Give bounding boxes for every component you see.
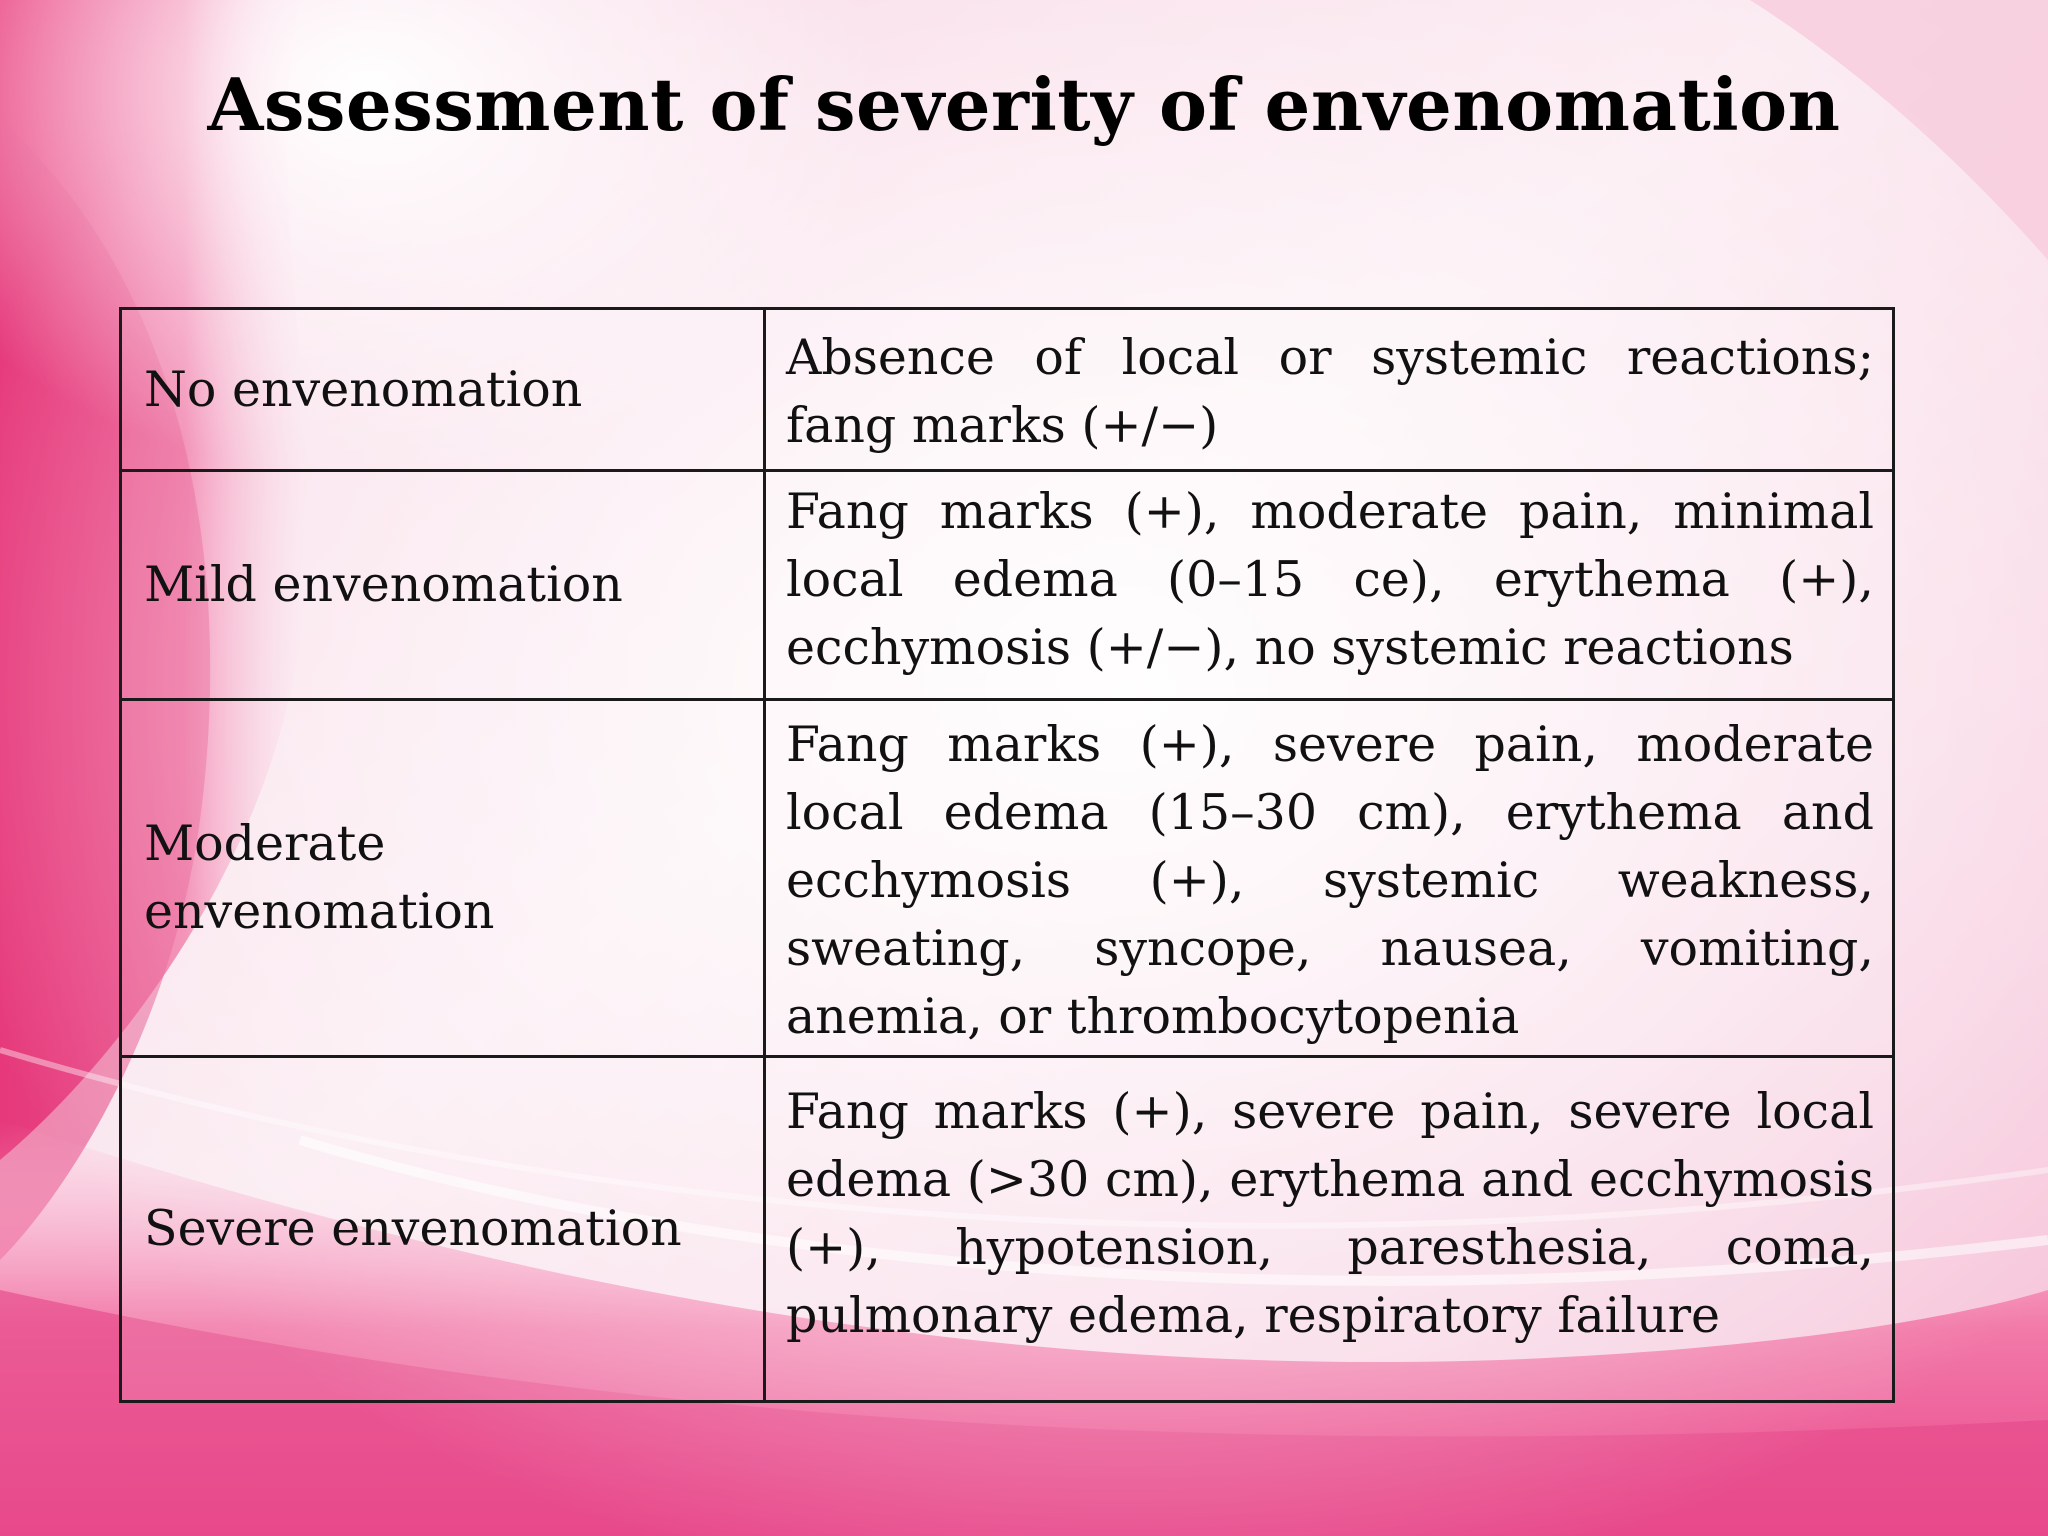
severity-description-cell: Fang marks (+), moderate pain, minimal local edema (0–15 ce), erythema (+), ecchymosis (+/−), no systemic reactions	[765, 471, 1894, 700]
table-row	[121, 471, 1894, 700]
severity-table	[119, 307, 1895, 1403]
severity-description-cell: Fang marks (+), severe pain, severe local edema (>30 cm), erythema and ecchymosis (+), hypotension, paresthesia, coma, pulmonary edema, respiratory failure	[765, 1057, 1894, 1402]
table-row	[121, 1057, 1894, 1402]
severity-level-cell: Severe envenomation	[121, 1057, 765, 1402]
severity-description-cell: Fang marks (+), severe pain, moderate local edema (15–30 cm), erythema and ecchymosis (+), systemic weakness, sweating, syncope, nausea, vomiting, anemia, or thrombocytopenia	[765, 700, 1894, 1057]
table-row	[121, 309, 1894, 471]
severity-level-cell: No envenomation	[121, 309, 765, 471]
severity-level-cell: Moderate envenomation	[121, 700, 765, 1057]
severity-description-cell: Absence of local or systemic reactions; fang marks (+/−)	[765, 309, 1894, 471]
table-row	[121, 700, 1894, 1057]
severity-level-cell: Mild envenomation	[121, 471, 765, 700]
slide-title: Assessment of severity of envenomation	[207, 62, 1841, 147]
